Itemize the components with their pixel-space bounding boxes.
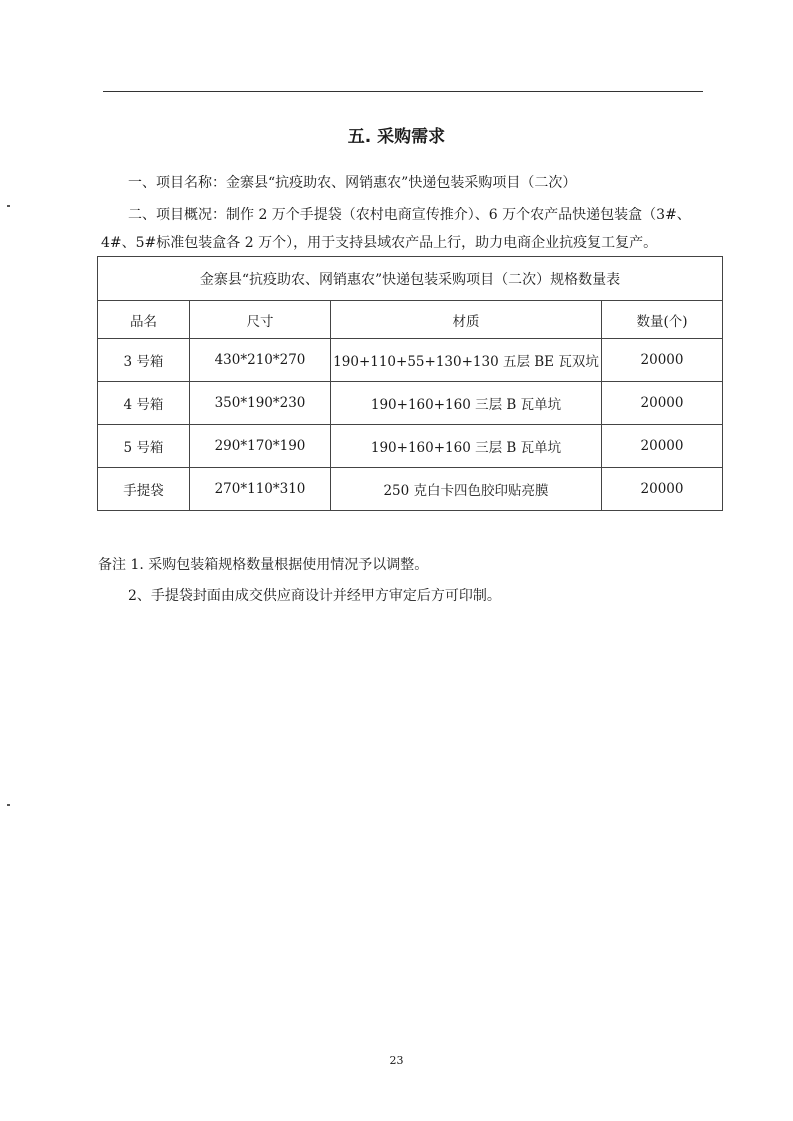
remark-note-1: 备注 1. 采购包装箱规格数量根据使用情况予以调整。 (98, 557, 429, 573)
table-row (98, 339, 723, 382)
header-size: 尺寸 (190, 301, 331, 339)
spec-quantity-table (97, 256, 723, 511)
cell-product-name: 手提袋 (98, 468, 190, 511)
scan-speck (7, 804, 10, 806)
table-caption: 金寨县“抗疫助农、网销惠农”快递包装采购项目（二次）规格数量表 (98, 257, 723, 301)
table-row (98, 468, 723, 511)
cell-material: 190+160+160 三层 B 瓦单坑 (331, 382, 602, 425)
project-overview-line-1: 二、项目概况：制作 2 万个手提袋（农村电商宣传推介）、6 万个农产品快递包装盒（3#、 (128, 207, 691, 223)
table-caption-row (98, 257, 723, 301)
scan-speck (7, 205, 10, 207)
header-rule (103, 91, 703, 92)
remark-note-2: 2、手提袋封面由成交供应商设计并经甲方审定后方可印制。 (128, 588, 501, 604)
cell-material: 190+110+55+130+130 五层 BE 瓦双坑 (331, 339, 602, 382)
cell-size: 270*110*310 (190, 468, 331, 511)
header-product-name: 品名 (98, 301, 190, 339)
cell-quantity: 20000 (602, 425, 723, 468)
page-number: 23 (389, 1054, 404, 1067)
cell-quantity: 20000 (602, 468, 723, 511)
cell-quantity: 20000 (602, 382, 723, 425)
cell-product-name: 5 号箱 (98, 425, 190, 468)
header-quantity: 数量(个) (602, 301, 723, 339)
table-row (98, 425, 723, 468)
cell-quantity: 20000 (602, 339, 723, 382)
table-row (98, 382, 723, 425)
cell-size: 290*170*190 (190, 425, 331, 468)
cell-material: 190+160+160 三层 B 瓦单坑 (331, 425, 602, 468)
cell-product-name: 3 号箱 (98, 339, 190, 382)
cell-size: 430*210*270 (190, 339, 331, 382)
cell-size: 350*190*230 (190, 382, 331, 425)
cell-product-name: 4 号箱 (98, 382, 190, 425)
table-header-row (98, 301, 723, 339)
header-material: 材质 (331, 301, 602, 339)
cell-material: 250 克白卡四色胶印贴亮膜 (331, 468, 602, 511)
section-title: 五. 采购需求 (347, 127, 446, 147)
project-overview-line-2: 4#、5#标准包装盒各 2 万个），用于支持县域农产品上行，助力电商企业抗疫复工复产。 (101, 235, 658, 251)
project-name-paragraph: 一、项目名称：金寨县“抗疫助农、网销惠农”快递包装采购项目（二次） (128, 175, 577, 191)
